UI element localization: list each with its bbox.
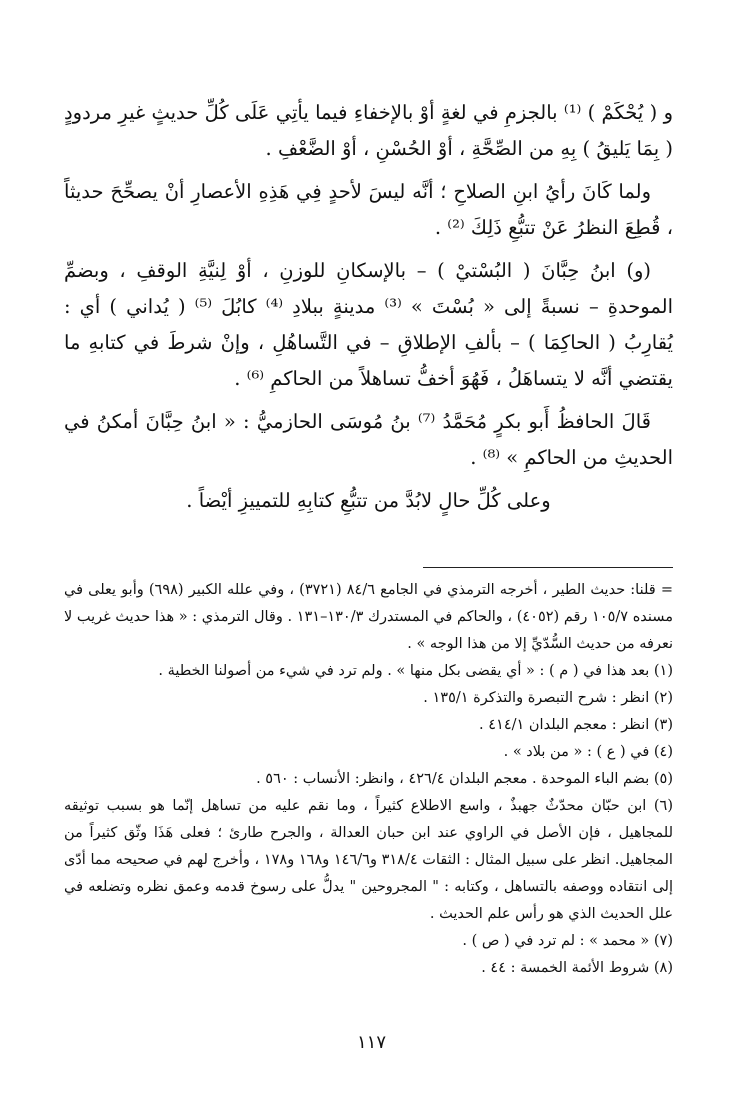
footnote-6: (٦) ابن حبّان محدّثٌ جهبذٌ ، واسع الاطلاع كثيراً ، وما نقم عليه من تساهل إنّما هو بسبب توثيقه للمجاهيل ، فإن الأصل في الراوي عند ابن حبان العدالة ، والجرح طارئ ؛ فعلى هَذَا وثّق كثيراً من المجاهيل. انظر على سبيل المثال : الثقات ٣١٨/٤ و١٤٦/٦ و١٦٨ و١٧٨ ، وأخرج لهم في صحيحه مما أدّى إلى انتقاده ووصفه بالتساهل ، وكتابه : " المجروحين " يدلُّ على رسوخ قدمه وعمق نظره وتضلعه في علل الحديث الذي هو رأس علم الحديث . xyxy=(64,798,673,922)
footnote-7: (٧) « محمد » : لم ترد في ( ص ) . xyxy=(462,933,673,949)
footnote-continuation: = قلنا: حديث الطير ، أخرجه الترمذي في الجامع ٨٤/٦ (٣٧٢١) ، وفي علله الكبير (٦٩٨) وأبو يعلى في مسنده ١٠٥/٧ رقم (٤٠٥٢) ، والحاكم في المستدرك ١٣٠/٣–١٣١ . وقال الترمذي : « هذا حديث غريب لا نعرفه من حديث السُّدّيِّ إلا من هذا الوجه » . xyxy=(64,582,673,652)
footnote-8: (٨) شروط الأئمة الخمسة : ٤٤ . xyxy=(481,960,673,976)
paragraph-4: قَالَ الحافظُ أَبو بكرٍ مُحَمَّدُ ⁽⁷⁾ بنُ مُوسَى الحازميُّ : « ابنُ حِبَّانَ أمكنُ في الحديثِ من الحاكمِ » ⁽⁸⁾ . xyxy=(64,410,673,469)
footnote-separator xyxy=(423,567,673,568)
paragraph-1: و ( يُحْكَمْ ) ⁽¹⁾ بالجزمِ في لغةٍ أوْ بالإخفاءِ فيما يأتِي عَلَى كُلِّ حديثٍ غيرِ مردودٍ ( بِمَا يَليقُ ) بِهِ من الصِّحَّةِ ، أوْ الحُسْنِ ، أوْ الضَّعْفِ . xyxy=(64,101,673,160)
footnotes xyxy=(64,577,673,982)
footnote-2: (٢) انظر : شرح التبصرة والتذكرة ١٣٥/١ . xyxy=(423,690,673,706)
paragraph-3: (و) ابنُ حِبَّانَ ( البُسْتيْ ) – بالإسكانِ للوزنِ ، أوْ لِنيَّةِ الوقفِ ، وبضمِّ الموحدةِ – نسبةً إلى « بُسْتَ » ⁽³⁾ مدينةٍ ببلادِ ⁽⁴⁾ كابُلَ ⁽⁵⁾ ( يُداني ) أي : يُقارِبُ ( الحاكِمَا ) – بألفِ الإطلاقِ – في التَّساهُلِ ، وإنْ شرطَ في كتابهِ ما يقتضي أنَّه لا يتساهَلُ ، فَهُوَ أخفُّ تساهلاً من الحاكمِ ⁽⁶⁾ . xyxy=(64,259,673,390)
footnote-1: (١) بعد هذا في ( م ) : « أي يقضى بكل منها » . ولم ترد في شيء من أصولنا الخطية . xyxy=(158,663,673,679)
footnote-5: (٥) بضم الباء الموحدة . معجم البلدان ٤٢٦/٤ ، وانظر: الأنساب : ٥٦٠ . xyxy=(256,771,673,787)
main-text xyxy=(64,95,673,526)
page-number: ١١٧ xyxy=(356,1032,386,1053)
paragraph-2: ولما كَانَ رأيُ ابنِ الصلاحِ ؛ أنَّه ليسَ لأحدٍ فِي هَذِهِ الأعصارِ أنْ يصحِّحَ حديثاً ، قُطِعَ النظرُ عَنْ تتبُّعِ ذَلِكَ ⁽²⁾ . xyxy=(64,180,673,239)
paragraph-5: وعلى كُلِّ حالٍ لابُدَّ من تتبُّعِ كتابِهِ للتمييزِ أيْضاً . xyxy=(186,489,551,512)
footnote-4: (٤) في ( ع ) : « من بلاد » . xyxy=(503,744,673,760)
footnote-3: (٣) انظر : معجم البلدان ٤١٤/١ . xyxy=(479,717,673,733)
